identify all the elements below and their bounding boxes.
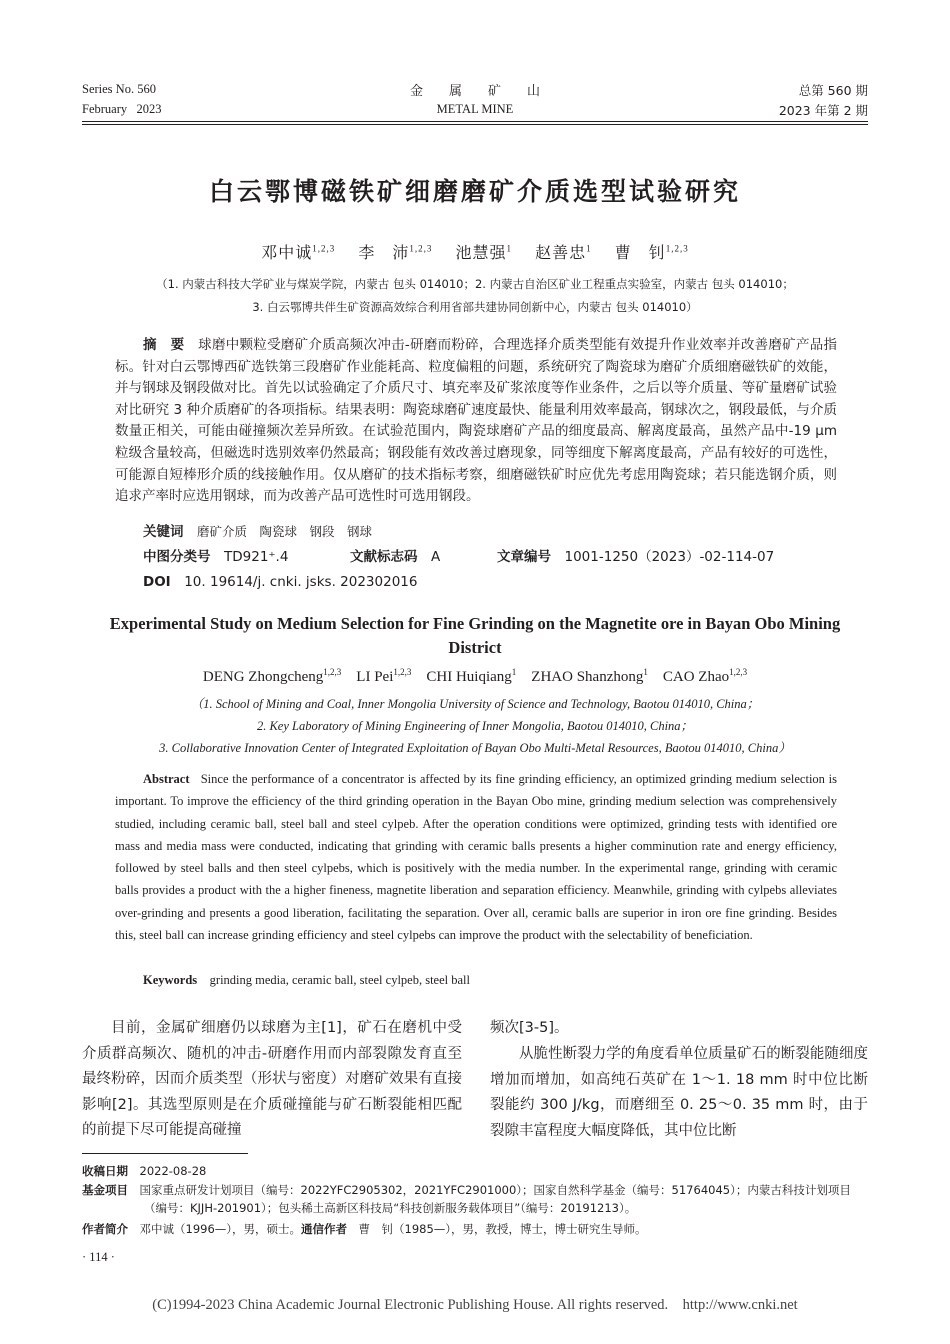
page-number: · 114 · xyxy=(82,1250,115,1264)
header-rule-2 xyxy=(82,124,868,125)
footnote-fund: 基金项目 国家重点研发计划项目（编号：2022YFC2905302，2021YFC2901000）；国家自然科学基金（编号：51764045）；内蒙古科技计划项目（编号：KJJH-201901）；包头稀土高新区科技局“科技创新服务载体项目”（编号：20191213）。 xyxy=(82,1183,851,1215)
keywords-cn xyxy=(143,520,372,540)
body-right-col-2: 从脆性断裂力学的角度看单位质量矿石的断裂能随细度增加而增加，如高纯石英矿在 1～1. 18 mm 时中位比断裂能约 300 J/kg，而磨细至 0. 25～0. 35 mm 时，由于裂隙丰富程度大幅度降低，其中位比断 xyxy=(490,1046,868,1139)
article-number xyxy=(497,545,774,565)
abstract-cn xyxy=(115,335,837,508)
authors-en: DENG Zhongcheng$^{1,2,3}$ LI Pei$^{1,2,3}$ CHI Huiqiang$^1$ ZHAO Shanzhong$^1$ CAO Zhao$^{1,2,3}$ xyxy=(202,667,748,685)
title-cn: 白云鄂博磁铁矿细磨磨矿介质选型试验研究 xyxy=(208,177,741,206)
copyright-footer: (C)1994-2023 China Academic Journal Electronic Publishing House. All rights reserved. http://www.cnki.net xyxy=(152,1297,798,1313)
doc-code-label: 文献标志码 xyxy=(350,549,418,565)
abstract-cn-label: 摘 要 xyxy=(143,337,185,353)
doc-code-value: A xyxy=(431,549,441,565)
author-cn: 曹 钊 xyxy=(614,243,666,262)
header-date-en: February 2023 xyxy=(82,102,162,116)
keywords-en xyxy=(143,973,470,988)
header-issue-cn: 2023 年第 2 期 xyxy=(778,103,868,118)
clc-label: 中图分类号 xyxy=(143,549,211,565)
abstract-en xyxy=(115,768,837,946)
affiliation-cn-line: （1. 内蒙古科技大学矿业与煤炭学院，内蒙古 包头 014010；2. 内蒙古自治区矿业工程重点实验室，内蒙古 包头 014010； xyxy=(156,277,794,291)
header-rule xyxy=(82,121,868,122)
keywords-cn-label: 关键词 xyxy=(143,524,184,540)
doi xyxy=(143,570,417,590)
article-number-label: 文章编号 xyxy=(497,549,551,565)
body-left-column: 目前，金属矿细磨仍以球磨为主[1]，矿石在磨机中受介质群高频次、随机的冲击-研磨作用而内部裂隙发育直至最终粉碎，因而介质类型（形状与密度）对磨矿效果有直接影响[2]。其选型原则是在介质碰撞能与矿石断裂能相匹配的前提下尽可能提高碰撞 xyxy=(82,1020,462,1139)
author-cn: 邓中诚 xyxy=(261,243,313,262)
footnote-rule xyxy=(82,1153,248,1154)
affiliation-en-line: （1. School of Mining and Coal, Inner Mongolia University of Science and Technology, Baotou 014010, China； xyxy=(190,697,760,711)
article-number-value: 1001-1250（2023）-02-114-07 xyxy=(564,549,775,565)
clc xyxy=(143,545,288,565)
footnote-author: 作者简介 邓中诚（1996—），男，硕士。通信作者 曹 钊（1985—），男，教授，博士，博士研究生导师。 xyxy=(82,1222,647,1236)
doc-code xyxy=(350,545,440,565)
keywords-en-items: grinding media, ceramic ball, steel cylpeb, steel ball xyxy=(209,973,470,987)
author-cn: 池慧强 xyxy=(455,243,507,262)
header-journal-cn: 金 属 矿 山 xyxy=(409,84,540,99)
title-en: Experimental Study on Medium Selection for Fine Grinding on the Magnetite ore in Bayan Obo Mining District xyxy=(109,614,841,657)
abstract-en-text: Since the performance of a concentrator is affected by its fine grinding efficiency, an optimized grinding medium selection is important. To improve the efficiency of the third grinding operation in the Bayan Obo mine, grinding medium selection was comprehensively studied, including ceramic ball, steel ball and steel cylpeb. After the operation conditions were optimized, grinding tests with identified ore mass and media mass were conducted, indicating that grinding with ceramic balls presents a higher comminution rate and energy efficiency, followed by steel balls and then steel cylpebs, which is positively with the media number. In the experimental range, grinding with ceramic balls provides a product with the a higher fineness, magnetite liberation and separation efficiency. Meanwhile, grinding with cylpebs alleviates over-grinding and presents a good liberation, facilitating the separation. Over all, ceramic balls are superior in iron ore fine grinding. Besides this, steel ball can increase grinding efficiency and steel cylpebs can improve the product with the selectability of beneficiation. xyxy=(115,772,837,943)
body-right-col-1: 频次[3-5]。 xyxy=(490,1020,569,1036)
abstract-en-label: Abstract xyxy=(143,772,190,786)
keywords-en-label: Keywords xyxy=(143,973,198,987)
affiliation-en-line: 3. Collaborative Innovation Center of Integrated Exploitation of Bayan Obo Multi-Metal Resources, Baotou 014010, China） xyxy=(159,741,791,755)
footnote-received: 收稿日期 2022-08-28 xyxy=(82,1164,207,1178)
affiliation-en-line: 2. Key Laboratory of Mining Engineering of Inner Mongolia, Baotou 014010, China； xyxy=(256,719,694,733)
header-series-cn: 总第 560 期 xyxy=(798,83,868,98)
author-cn: 李 沛 xyxy=(358,243,410,262)
doi-value: 10. 19614/j. cnki. jsks. 202302016 xyxy=(184,574,418,590)
abstract-cn-text: 球磨中颗粒受磨矿介质高频次冲击-研磨而粉碎，合理选择介质类型能有效提升作业效率并改善磨矿产品指标。针对白云鄂博西矿选铁第三段磨矿作业能耗高、粒度偏粗的问题，系统研究了陶瓷球为磨矿介质细磨磁铁矿的效能，并与钢球及钢段做对比。首先以试验确定了介质尺寸、填充率及矿浆浓度等作业条件，之后以等介质量、等矿量磨矿试验对比研究 3 种介质磨矿的各项指标。结果表明：陶瓷球磨矿速度最快、能量利用效率最高，钢球次之，钢段最低，与介质数量正相关，可能由碰撞频次差异所致。在试验范围内，陶瓷球磨矿产品的细度最高、解离度最高，虽然产品中-19 μm 粒级含量较高，但磁选时选别效率仍然最高；钢段能有效改善过磨现象，同等细度下解离度最高，产品有较好的可选性，可能源自短棒形介质的线接触作用。仅从磨矿的技术指标考察，细磨磁铁矿时应优先考虑用陶瓷球；若只能选钢介质，则追求产率时应选用钢球，而为改善产品可选性时可选用钢段。 xyxy=(115,337,838,505)
author-cn: 赵善忠 xyxy=(535,243,587,262)
authors-cn: 邓中诚$^{1,2,3}$ 李 沛$^{1,2,3}$ 池慧强$^1$ 赵善忠$^1$ 曹 钊$^{1,2,3}$ xyxy=(261,243,689,262)
doi-label: DOI xyxy=(143,574,171,590)
affiliation-cn-line: 3. 白云鄂博共伴生矿资源高效综合利用省部共建协同创新中心，内蒙古 包头 014010） xyxy=(252,300,698,314)
clc-value: TD921⁺.4 xyxy=(224,549,289,565)
header-series-en: Series No. 560 xyxy=(82,82,156,96)
header-journal-en: METAL MINE xyxy=(436,102,514,116)
keywords-cn-items: 磨矿介质 陶瓷球 钢段 钢球 xyxy=(197,524,373,539)
